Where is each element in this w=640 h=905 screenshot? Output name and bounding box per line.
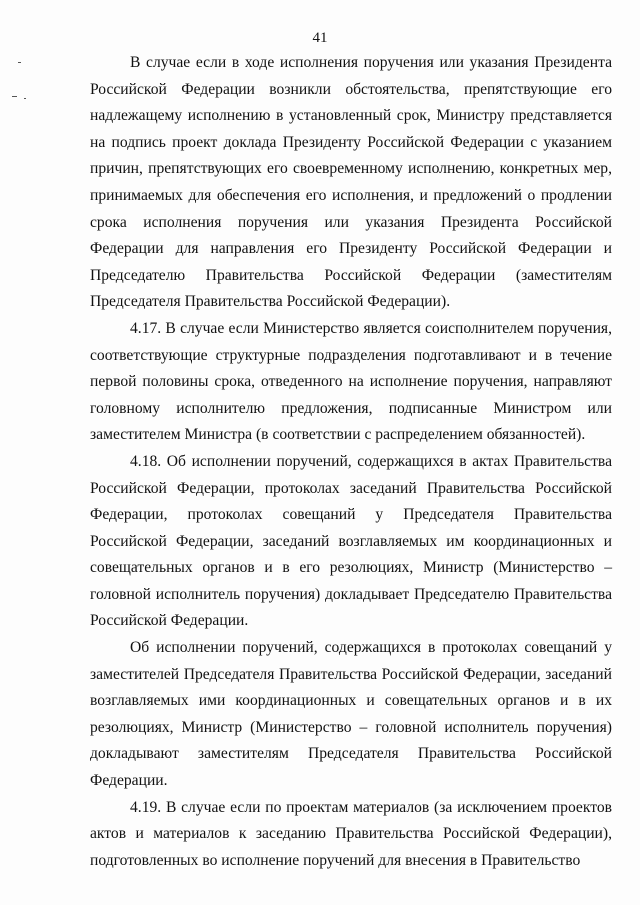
paragraph-4-19: 4.19. В случае если по проектам материалов (за исключением проектов актов и материалов к заседанию Правительства Российской Федерации), подготовленных во исполнение поручений для внесения в Правительство [90, 798, 612, 869]
page-number: 41 [312, 30, 328, 46]
paragraph-4-17: 4.17. В случае если Министерство является соисполнителем поручения, соответствующие структурные подразделения подготавливают и в течение первой половины срока, отведенного на исполнение поручения, направляют головному исполнителю предложения, подписанные Министром или заместителем Министра (в соответствии с распределением обязанностей). [90, 319, 612, 444]
paragraph-delay-report: В случае если в ходе исполнения поручения или указания Президента Российской Федерации возникли обстоятельства, препятствующие его надлежащему исполнению в установленный срок, Министру представляется на подпись проект доклада Президенту Российской Федерации с указанием причин, препятствующих его своевременному исполнению, конкретных мер, принимаемых для обеспечения его исполнения, и предложений о продлении срока исполнения поручения или указания Президента Российской Федерации для направления его Президенту Российской Федерации и Председателю Правительства Российской Федерации (заместителям Председателя Правительства Российской Федерации). [90, 54, 612, 311]
scan-artifact [24, 98, 26, 99]
document-body [90, 50, 612, 874]
scan-artifact [12, 96, 17, 97]
scan-artifact [18, 62, 21, 63]
paragraph-4-18: 4.18. Об исполнении поручений, содержащихся в актах Правительства Российской Федерации, протоколах заседаний Правительства Российской Федерации, протоколах совещаний у Председателя Правительства Российской Федерации, заседаний возглавляемых им координационных и совещательных органов и в его резолюциях, Министр (Министерство – головной исполнитель поручения) докладывает Председателю Правительства Российской Федерации. [90, 452, 612, 630]
paragraph-deputy-reports: Об исполнении поручений, содержащихся в протоколах совещаний у заместителей Председателя Правительства Российской Федерации, заседаний возглавляемых ими координационных и совещательных органов и в их резолюциях, Министр (Министерство – головной исполнитель поручения) докладывают заместителям Председателя Правительства Российской Федерации. [90, 639, 612, 790]
